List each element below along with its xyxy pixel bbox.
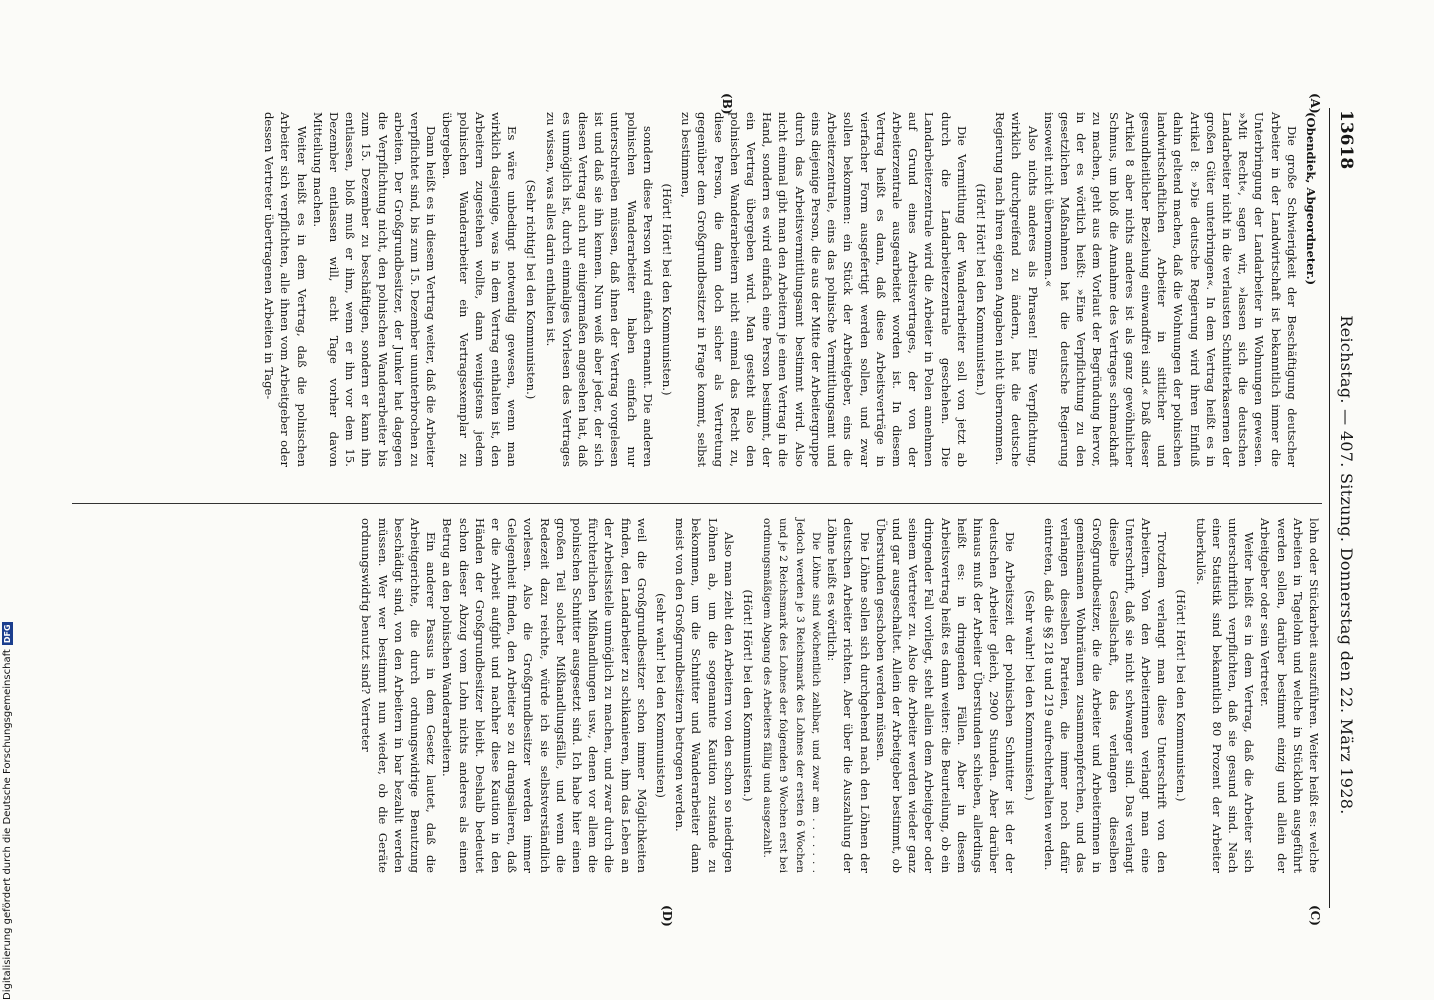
left-column <box>261 112 1322 467</box>
running-head: Reichstag. — 407. Sitzung. Donnerstag den 22. März 1928. <box>1337 315 1356 815</box>
interjection: (Hört! Hört! bei den Kommunisten.) <box>1174 589 1189 802</box>
paragraph: sondern diese Person wird einfach ernannt. Die anderen polnischen Wanderarbeiter haben einfach nur unterschreiben müssen, daß ihnen der Vertrag vorgelesen ist und daß sie ihn kennen. Nun weiß aber jeder, der sich diesen Vertrag auch nur einigermaßen angesehen hat, daß es unmöglich ist, durch einmaliges Vorlesen des Vertrages zu wissen, was alles darin enthalten ist. <box>543 112 655 467</box>
header-rule <box>1329 108 1330 908</box>
digitization-note <box>2 622 13 1000</box>
interjection: (Hört! Hört! bei den Kommunisten.) <box>973 183 988 396</box>
margin-mark-d: (D) <box>660 905 674 927</box>
margin-mark-c: (C) <box>1308 905 1322 926</box>
paragraph: Trotzdem verlangt man diese Unterschrift von den Arbeitern. Von den Arbeiterinnen verlangt man eine Unterschrift, daß sie nicht schwanger sind. Das verlangt dieselbe Gesellschaft, das verlangen dieselben Großgrundbesitzer, die die Arbeiter und Arbeiterinnen in gemeinsamen Wohnräumen zusammenpferchen, und das verlangen dieselben Parteien, die immer noch dafür eintreten, daß die §§ 218 und 219 aufrechterhalten werden. <box>1041 518 1170 873</box>
paragraph: lohn oder Stückarbeit auszuführen. Weiter heißt es: welche Arbeiten in Tagelohn und welche in Stücklohn ausgeführt werden sollen, darüber bestimmt einzig und allein der Arbeitgeber oder sein Vertreter. <box>1258 518 1321 873</box>
interjection: (sehr wahr! bei den Kommunisten) <box>654 593 669 798</box>
paragraph: Es wäre unbedingt notwendig gewesen, wenn man wirklich dasjenige, was in dem Vertrag enthalten ist, den Arbeitern zugestehen wollte, dann wenigstens jedem polnischen Wanderarbeiter ein Vertragsexemplar zu übergeben. <box>440 112 520 467</box>
digitization-text: Digitalisierung gefördert durch die Deutsche Forschungsgemeinschaft <box>2 649 13 1000</box>
speaker-label: (Obendiek, Abgeordneter.) <box>1304 112 1318 286</box>
paragraph: weil die Großgrundbesitzer schon immer Möglichkeiten finden, den Landarbeiter zu schikanieren, ihm das Leben an der Arbeitsstelle unmöglich zu machen, und zwar durch die fürchterlichen Mißhandlungen usw., denen vor allem die polnischen Schnitter ausgesetzt sind. Ich habe hier einen großen Teil solcher Mißhandlungsfälle, und wenn die Redezeit dazu reichte, würde ich sie selbstverständlich vorlesen. Also die Großgrundbesitzer werden immer Gelegenheit finden, den Arbeiter so zu drangsalieren, daß er die Arbeit aufgibt und nachher diese Kaution in den Händen der Großgrundbesitzer bleibt. Deshalb bedeutet schon dieser Abzug vom Lohn nichts anderes als einen Betrug an den polnischen Wanderarbeitern. <box>440 518 649 873</box>
paragraph: Dann heißt es in diesem Vertrag weiter, daß die Arbeiter verpflichtet sind, bis zum 15. Dezember ununterbrochen zu arbeiten. Der Großgrundbesitzer, der Junker hat dagegen die Verpflichtung nicht, den polnischen Wanderarbeiter bis zum 15. Dezember zu beschäftigen, sondern er kann ihn entlassen, bloß muß er ihm, wenn er ihn vor dem 15. Dezember entlassen will, acht Tage vorher davon Mitteilung machen. <box>310 112 439 467</box>
paragraph: Ein anderer Passus in dem Gesetz lautet, daß die Arbeitgerichte, die durch ordnungswidrige Benutzung beschädigt sind, von den Arbeitern in bar bezahlt werden müssen. Wer wer bestimmt nun wieder, ob die Geräte ordnungswidrig benutzt sind? Vertreter <box>359 518 439 873</box>
paragraph: Weiter heißt es in dem Vertrag, daß die Arbeiter sich unterschriftlich verpflichten, daß sie gesund sind. Nach einer Statistik sind bekanntlich 80 Prozent der Arbeiter tuberkulös. <box>1193 518 1257 873</box>
paragraph: Die Löhne sollen sich durchgehend nach den Löhnen der deutschen Arbeiter richten. Aber über die Auszahlung der Löhne heißt es wörtlich: <box>825 518 872 873</box>
interjection: (Hört! Hört! bei den Kommunisten.) <box>660 183 675 396</box>
dfg-logo: DFG <box>3 624 12 644</box>
interjection: (Sehr wahr! bei den Kommunisten.) <box>1022 590 1037 801</box>
interjection: (Sehr richtig! bei den Kommunisten.) <box>524 179 539 400</box>
paragraph: Die Arbeitszeit der polnischen Schnitter ist der der deutschen Arbeiter gleich, 2900 Stunden. Aber darüber hinaus muß der Arbeiter Überstunden schieben, allerdings heißt es: in dringenden Fällen. Aber in diesem Arbeitsvertrag heißt es dann weiter: die Beurteilung, ob ein dringender Fall vorliegt, steht allein dem Arbeitgeber oder seinem Vertreter zu. Also die Arbeiter werden wieder ganz und gar ausgeschaltet. Allein der Arbeitgeber bestimmt, ob Überstunden geschoben werden müssen. <box>873 518 1018 873</box>
column-divider <box>72 503 1322 504</box>
page-number: 13618 <box>1336 110 1356 170</box>
page-header <box>1334 110 1356 890</box>
right-column <box>358 518 1322 873</box>
paragraph: Die große Schwierigkeit der Beschäftigung deutscher Arbeiter in der Landwirtschaft ist bekanntlich immer die Unterbringung der Landarbeiter in Wohnungen gewesen. »Mit Recht«, sagen wir, »lassen sich die deutschen Landarbeiter nicht in die verlausten Schnitterkasernen der großen Güter unterbringen«. In dem Vertrag heißt es in Artikel 8: »Die deutsche Regierung wird ihren Einfluß dahin geltend machen, daß die Wohnungen der polnischen landwirtschaftlichen Arbeiter in sittlicher und gesundheitlicher Beziehung einwandfrei sind.« Daß dieser Artikel 8 aber nichts anderes ist als ganz gewöhnlicher Schmus, um bloß die Annahme des Vertrages schmackhaft zu machen, geht aus dem Vorlaut der Begründung hervor, in der es wörtlich heißt: »Eine Verpflichtung zu den gesetzlichen Maßnahmen hat die deutsche Regierung insoweit nicht übernommen.« <box>1041 112 1299 467</box>
margin-mark-a: (A) <box>1308 93 1322 114</box>
paragraph: Also man zieht den Arbeitern von den schon so niedrigen Löhnen ab, um die sogenannte Kaution zustande zu bekommen, um die Schnitter und Wanderarbeiter dann meist von den Großgrundbesitzern betrogen werden. <box>673 518 736 873</box>
paragraph: Weiter heißt es in dem Vertrag, daß die polnischen Arbeiter sich verpflichten, alle ihnen vom Arbeitgeber oder dessen Vertreter übertragenen Arbeiten in Tage- <box>262 112 309 467</box>
margin-mark-b: (B) <box>720 93 734 115</box>
quoted-paragraph: Die Löhne sind wöchentlich zahlbar, und zwar am . . . . . . . Jedoch werden je 3 Reichsmark des Lohnes der ersten 6 Wochen und je 2 Reichsmark des Lohnes der folgenden 9 Wochen erst bei ordnungsmäßigem Abgang des Arbeiters fällig und ausgezahlt. <box>761 518 822 873</box>
paragraph: Also nichts anderes als Phrasen! Eine Verpflichtung, wirklich durchgreifend zu ändern, hat die deutsche Regierung nach ihren eigenen Angaben nicht übernommen. <box>993 112 1040 467</box>
interjection: (Hört! Hört! bei den Kommunisten.) <box>741 589 756 802</box>
paragraph: Die Vermittlung der Wanderarbeiter soll von jetzt ab durch die Landarbeiterzentrale geschehen. Die Landarbeiterzentrale wird die Arbeiter in Polen annehmen auf Grund eines Arbeitsvertrages, der von der Arbeiterzentrale ausgearbeitet worden ist. In diesem Vertrag heißt es dann, daß diese Arbeitsverträge in vierfacher Form ausgefertigt werden sollen, und zwar sollen bekommen: ein Stück der Arbeitgeber, eins die Arbeiterzentrale, eins das polnische Vermittlungsamt und eins diejenige Person, die aus der Mitte der Arbeitergruppe durch das Arbeitsvermittlungsamt bestimmt wird. Also nicht einmal gibt man den Arbeitern je einen Vertrag in die Hand, sondern es wird einfach eine Person bestimmt, der ein Vertrag übergeben wird. Man gesteht also den polnischen Wanderarbeitern nicht einmal das Recht zu, diese Person, die dann doch sicher als Vertretung gegenüber dem Großgrundbesitzer in Frage kommt, selbst zu bestimmen, <box>679 112 969 467</box>
